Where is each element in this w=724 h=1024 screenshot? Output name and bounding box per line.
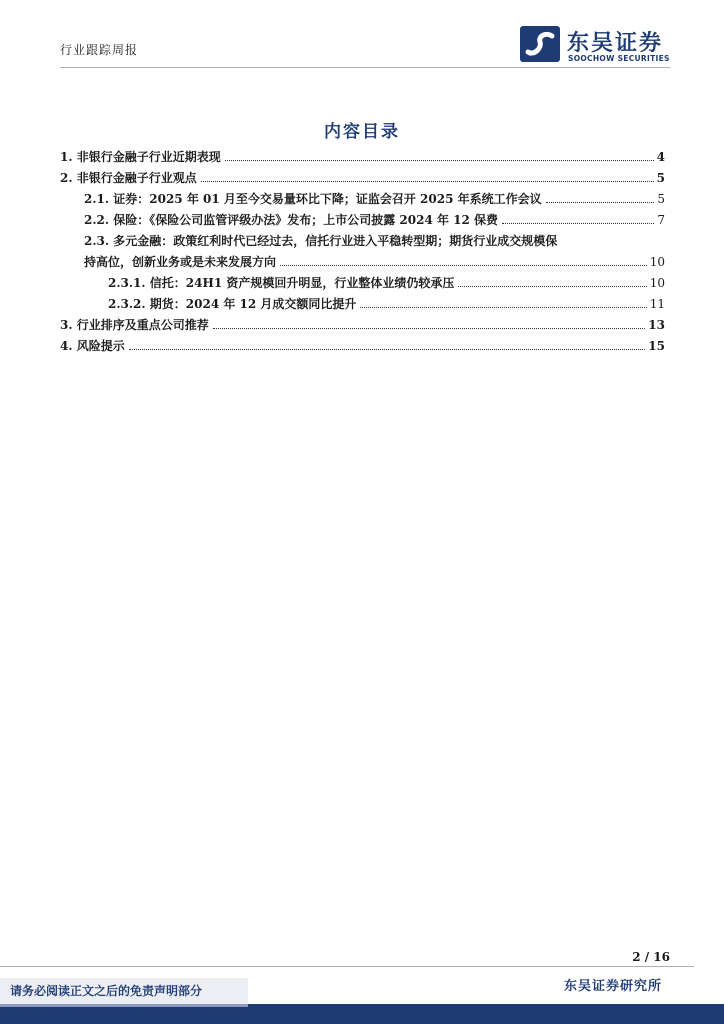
toc-page-number: 10: [649, 276, 665, 290]
toc-entry-2-3-2[interactable]: [60, 294, 665, 315]
toc-entry-text: 2.1. 证券：2025 年 01 月至今交易量环比下降；证监会召开 2025 年系统工作会议: [84, 192, 542, 206]
toc-leader: [129, 349, 646, 350]
toc-leader: [213, 328, 646, 329]
toc-page-number: 4: [656, 150, 665, 164]
toc-page-number: 15: [648, 339, 665, 353]
toc-page-number: 5: [657, 192, 665, 206]
footer-bar: [0, 1004, 724, 1024]
logo-cn-text: 东吴证券: [567, 31, 664, 56]
toc-entry-2-3[interactable]: [60, 231, 665, 273]
toc-entry-text: 2. 非银行金融子行业观点: [60, 171, 197, 185]
toc-entry-2-3-1[interactable]: [60, 273, 665, 294]
toc-title: 内容目录: [324, 122, 400, 142]
footer-divider: [0, 966, 694, 967]
toc-entry-text: 2.3.2. 期货：2024 年 12 月成交额同比提升: [108, 297, 357, 311]
research-institute: 东吴证券研究所: [563, 979, 662, 994]
page-indicator: 2 / 16: [632, 950, 670, 964]
toc-entry-text: 2.2. 保险：《保险公司监管评级办法》发布；上市公司披露 2024 年 12 保费: [84, 213, 499, 227]
toc-leader: [280, 265, 647, 266]
toc-leader: [201, 181, 654, 182]
toc-entry-2-2[interactable]: [60, 210, 665, 231]
toc-entry-text: 2.3.1. 信托：24H1 资产规模回升明显，行业整体业绩仍较承压: [108, 276, 455, 290]
toc-entry-2-1[interactable]: [60, 189, 665, 210]
toc-leader: [360, 307, 646, 308]
toc-entry-2[interactable]: [60, 168, 665, 189]
toc-page-number: 7: [657, 213, 665, 227]
logo-en-text: SOOCHOW SECURITIES: [568, 54, 670, 63]
toc-leader: [546, 202, 655, 203]
toc-entry-4[interactable]: [60, 336, 665, 357]
company-logo: [520, 24, 690, 64]
toc-entry-text: 3. 行业排序及重点公司推荐: [60, 318, 209, 332]
toc-leader: [458, 286, 646, 287]
toc-entry-text-line2: 持高位，创新业务或是未来发展方向: [84, 255, 277, 269]
toc-page-number: 10: [649, 255, 665, 269]
table-of-contents: [60, 147, 665, 357]
toc-page-number: 13: [648, 318, 665, 332]
footer-bar-accent: [0, 1004, 248, 1007]
soochow-logo-icon: [520, 26, 560, 62]
toc-leader: [502, 223, 654, 224]
toc-entry-3[interactable]: [60, 315, 665, 336]
toc-page-number: 11: [649, 297, 665, 311]
disclaimer-note: 请务必阅读正文之后的免责声明部分: [0, 978, 248, 1004]
header-divider: [60, 67, 670, 68]
toc-entry-text-line1: 2.3. 多元金融：政策红利时代已经过去，信托行业进入平稳转型期；期货行业成交规模保: [84, 234, 558, 248]
toc-entry-text: 1. 非银行金融子行业近期表现: [60, 150, 221, 164]
toc-leader: [225, 160, 654, 161]
toc-page-number: 5: [656, 171, 665, 185]
header-report-type: 行业跟踪周报: [60, 43, 139, 57]
toc-entry-1[interactable]: [60, 147, 665, 168]
toc-entry-text: 4. 风险提示: [60, 339, 125, 353]
